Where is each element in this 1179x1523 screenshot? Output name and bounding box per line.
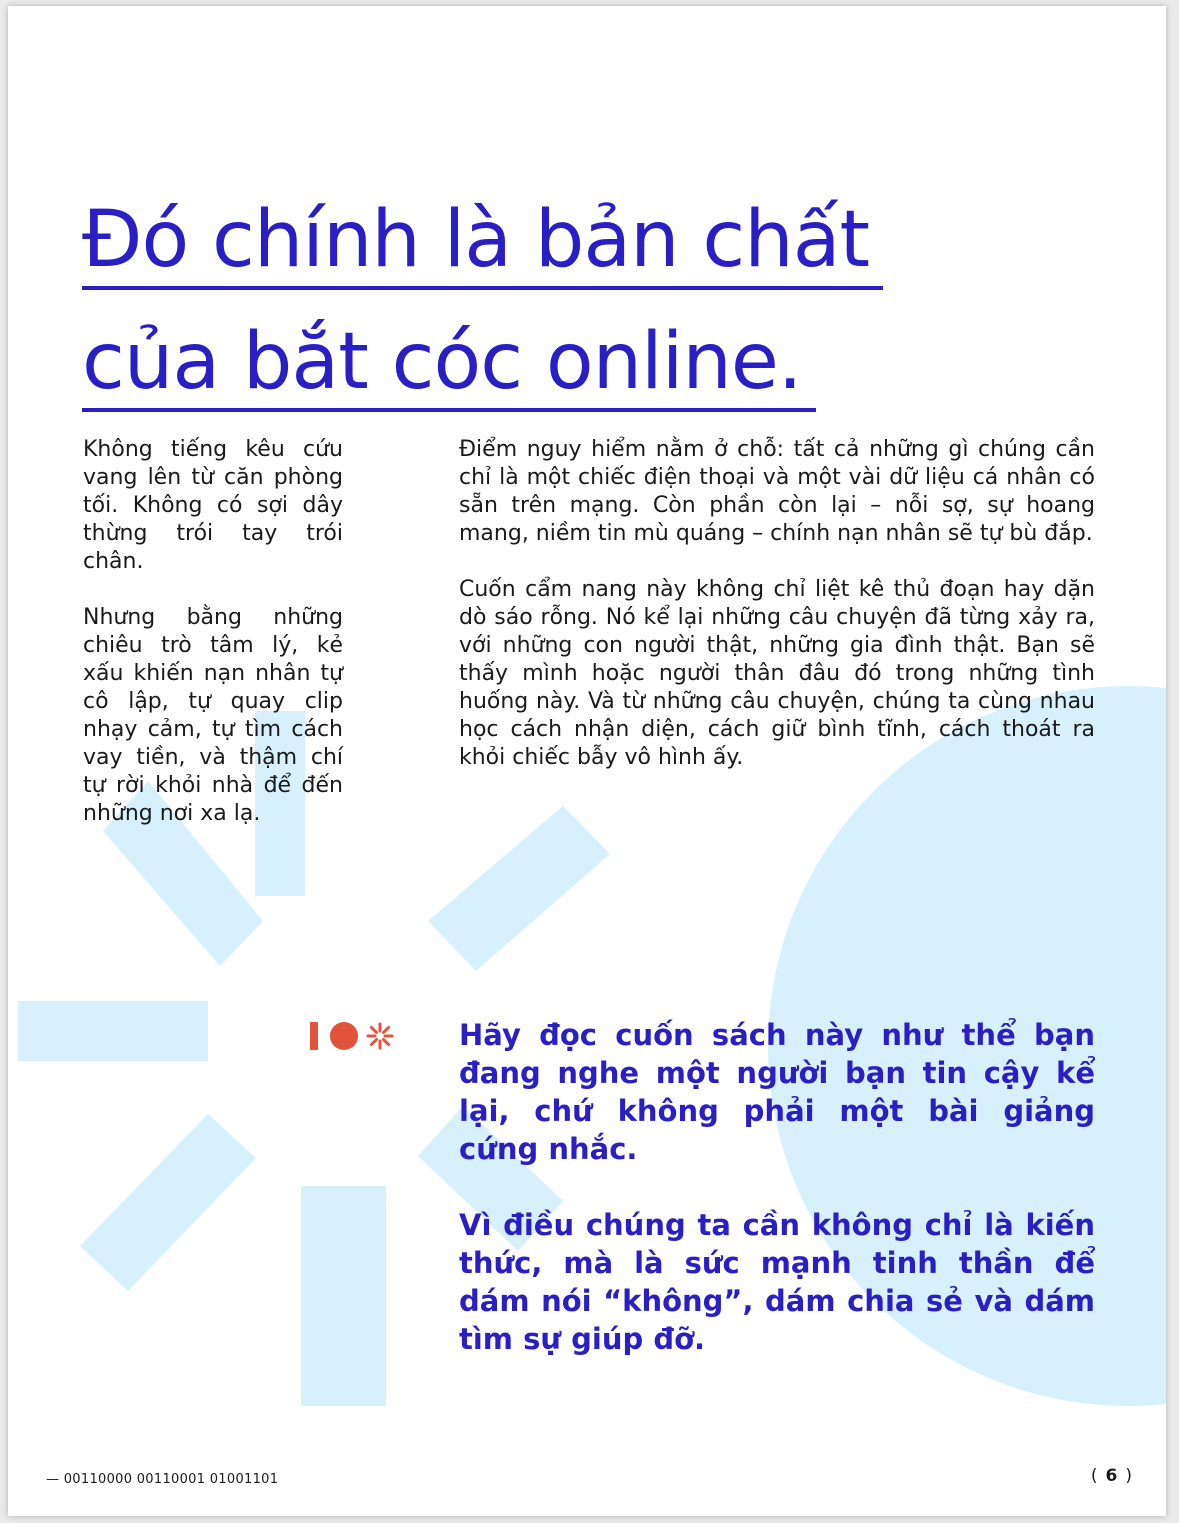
ray-top-right bbox=[428, 806, 610, 971]
quote-paragraph-1: Hãy đọc cuốn sách này như thể bạn đang nghe một người bạn tin cậy kể lại, chứ không phải một bài giảng cứng nhắc. bbox=[459, 1018, 1095, 1166]
page-number bbox=[1091, 1466, 1132, 1486]
page-title bbox=[82, 184, 1042, 428]
ray-bottom bbox=[301, 1186, 386, 1406]
highlight-quote bbox=[459, 1016, 1095, 1396]
title-line-2: của bắt cóc online. bbox=[82, 316, 816, 412]
document-page bbox=[8, 6, 1166, 1516]
title-line-1: Đó chính là bản chất bbox=[82, 194, 883, 290]
quote-paragraph-2: Vì điều chúng ta cần không chỉ là kiến thức, mà là sức mạnh tinh thần để dám nói “không”, dám chia sẻ và dám tìm sự giúp đỡ. bbox=[459, 1208, 1095, 1356]
bar-dot-burst-icon bbox=[308, 1016, 400, 1056]
page-number-value: 6 bbox=[1105, 1466, 1118, 1486]
ray-bottom-left bbox=[80, 1114, 256, 1291]
left-paragraph-2: Nhưng bằng những chiêu trò tâm lý, kẻ xấu khiến nạn nhân tự cô lập, tự quay clip nhạy cảm, tự tìm cách vay tiền, và thậm chí tự rời khỏi nhà để đến những nơi xa lạ. bbox=[83, 605, 343, 826]
page-number-close-paren: ) bbox=[1125, 1466, 1132, 1486]
right-column bbox=[459, 436, 1095, 800]
ray-left bbox=[18, 1001, 208, 1061]
right-paragraph-1: Điểm nguy hiểm nằm ở chỗ: tất cả những gì chúng cần chỉ là một chiếc điện thoại và một vài dữ liệu cá nhân có sẵn trên mạng. Còn phần còn lại – nỗi sợ, sự hoang mang, niềm tin mù quáng – chính nạn nhân sẽ tự bù đắp. bbox=[459, 437, 1095, 546]
left-column bbox=[83, 436, 343, 856]
left-paragraph-1: Không tiếng kêu cứu vang lên từ căn phòng tối. Không có sợi dây thừng trói tay trói chân. bbox=[83, 437, 343, 574]
footer-binary-code: — 00110000 00110001 01001101 bbox=[46, 1472, 279, 1487]
page-number-open-paren: ( bbox=[1090, 1466, 1098, 1486]
right-paragraph-2: Cuốn cẩm nang này không chỉ liệt kê thủ đoạn hay dặn dò sáo rỗng. Nó kể lại những câu chuyện đã từng xảy ra, với những con người thật, những gia đình thật. Bạn sẽ thấy mình hoặc người thân đâu đó trong những tình huống này. Và từ những câu chuyện, chúng ta cùng nhau học cách nhận diện, cách giữ bình tĩnh, cách thoát ra khỏi chiếc bẫy vô hình ấy. bbox=[459, 577, 1095, 770]
